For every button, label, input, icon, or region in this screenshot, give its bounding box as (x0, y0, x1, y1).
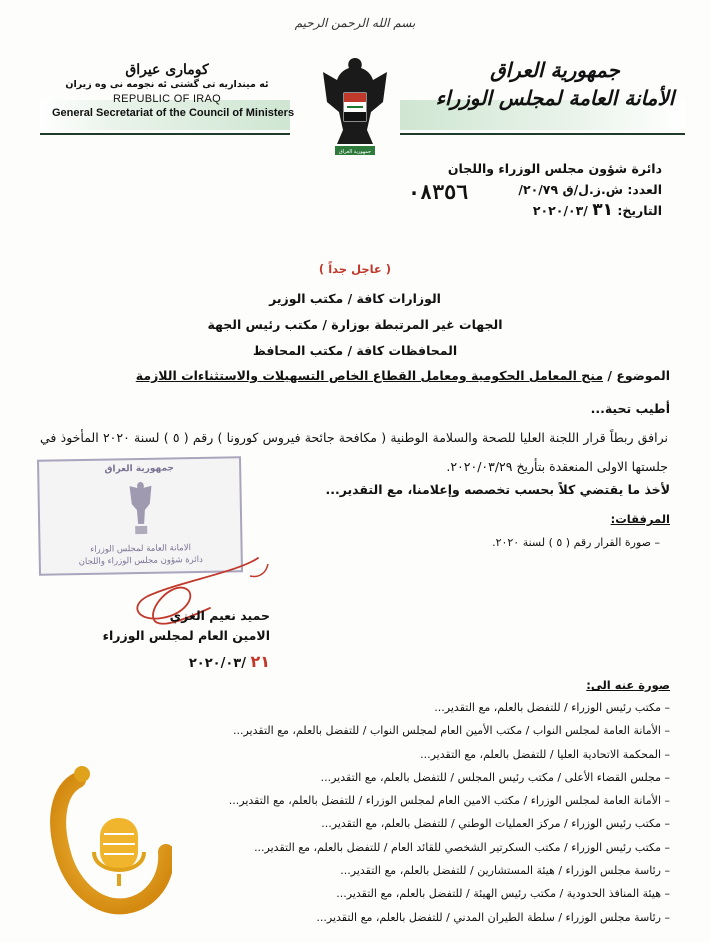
recipients-block (0, 286, 710, 364)
english-department: General Secretariat of the Council of Ministers (52, 107, 295, 119)
kurdish-subtitle: ئه مینداریه تی گشتی ئه نجومه نی وه زیران (65, 79, 269, 90)
microphone-logo-icon (48, 760, 172, 920)
cc-item: – الأمانة العامة لمجلس النواب / مكتب الأمين العام لمجلس النواب / للتفضل بالعلم، مع التقدير... (233, 724, 670, 738)
cc-item: – مكتب رئيس الوزراء / مكتب السكرتير الشخصي للقائد العام / للتفضل بالعلم، مع التقدير... (254, 840, 670, 854)
subject-line (136, 368, 670, 383)
header-right-block (430, 58, 680, 110)
emblem-caption: جمهورية العراق (338, 149, 372, 155)
kurdish-title: كومارى عيراق (125, 62, 209, 78)
attachments-title: المرفقات: (610, 512, 670, 526)
cc-item: – مجلس القضاء الأعلى / مكتب رئيس المجلس / للتفضل بالعلم، مع التقدير... (320, 770, 670, 784)
subject-label: الموضوع / (607, 368, 670, 383)
cc-item: – رئاسة مجلس الوزراء / هيئة المستشارين / للتفضل بالعلم، مع التقدير... (340, 864, 670, 878)
body-paragraph: نرافق ربطاً قرار اللجنة العليا للصحة والسلامة الوطنية ( مكافحة جائحة فيروس كورونا ) رقم ( ٥ ) لسنة ٢٠٢٠ المأخوذ في جلستها الاولى المنعقدة بتأريخ ٢٠٢٠/٠٣/٢٩. (40, 430, 668, 474)
urgent-marker: ( عاجل جداً ) (318, 262, 392, 276)
header-divider-right (400, 133, 685, 135)
header-left-block (52, 62, 295, 119)
header-divider-left (40, 133, 290, 135)
stamp-eagle-icon (125, 480, 156, 539)
recipient-line: المحافظات كافة / مكتب المحافظ (252, 343, 458, 358)
cc-item: – مكتب رئيس الوزراء / للتفضل بالعلم، مع التقدير... (434, 701, 670, 714)
iraq-eagle-emblem-icon (313, 52, 397, 164)
arabic-department: الأمانة العامة لمجلس الوزراء (435, 86, 675, 110)
cc-title: صورة عنه الى: (586, 678, 670, 692)
stamped-serial-number: ٠٨٣٥٦ (408, 180, 469, 204)
cc-item: – هيئة المنافذ الحدودية / مكتب رئيس الهيئة / للتفضل بالعلم، مع التقدير... (336, 887, 670, 901)
signature-date (189, 652, 270, 671)
signature-date-day: ٢١ (250, 652, 270, 671)
closing-line: لأخذ ما يقتضي كلاً بحسب تخصصه وإعلامنا، مع التقدير... (325, 482, 670, 497)
stamp-title: جمهورية العراق (104, 463, 175, 475)
recipient-line: الجهات غير المرتبطة بوزارة / مكتب رئيس الجهة (207, 317, 503, 332)
stamp-line-2: دائرة شؤون مجلس الوزراء واللجان (78, 554, 203, 568)
signature-date-rest: /٢٠٢٠/٠٣ (188, 656, 246, 671)
greeting: أطيب تحية... (590, 401, 670, 416)
department-name: دائرة شؤون مجلس الوزراء واللجان (447, 161, 662, 176)
reference-block (448, 158, 662, 221)
cc-item: – رئاسة مجلس الوزراء / سلطة الطيران المدني / للتفضل بالعلم، مع التقدير... (316, 910, 670, 924)
signatory-title: الامين العام لمجلس الوزراء (102, 628, 270, 643)
arabic-country: جمهورية العراق (490, 58, 620, 82)
stamp-line-1: الامانة العامة لمجلس الوزراء (90, 543, 191, 555)
attachment-item: – صورة القرار رقم ( ٥ ) لسنة ٢٠٢٠. (492, 536, 660, 549)
signatory-name: حميد نعيم الغزي (169, 608, 270, 623)
subject-text: منح المعامل الحكومية ومعامل القطاع الخاص التسهيلات والاستثناءات اللازمة (135, 368, 604, 383)
cc-item: – الأمانة العامة لمجلس الوزراء / مكتب الامين العام لمجلس الوزراء / للتفضل بالعلم، مع التقدير... (228, 794, 670, 808)
basmala: بسم الله الرحمن الرحيم (294, 16, 416, 30)
english-country: REPUBLIC OF IRAQ (112, 93, 222, 105)
cc-item: – مكتب رئيس الوزراء / مركز العمليات الوطني / للتفضل بالعلم، مع التقدير... (321, 817, 670, 831)
document-date: التاريخ: ٣١ /٢٠٢٠/٠٣ (532, 200, 662, 220)
document-number: العدد: ش.ز.ل/ق ٢٠/٧٩/ (518, 182, 662, 197)
recipient-line: الوزارات كافة / مكتب الوزير (269, 291, 441, 306)
cc-item: – المحكمة الاتحادية العليا / للتفضل بالعلم، مع التقدير... (420, 747, 670, 761)
